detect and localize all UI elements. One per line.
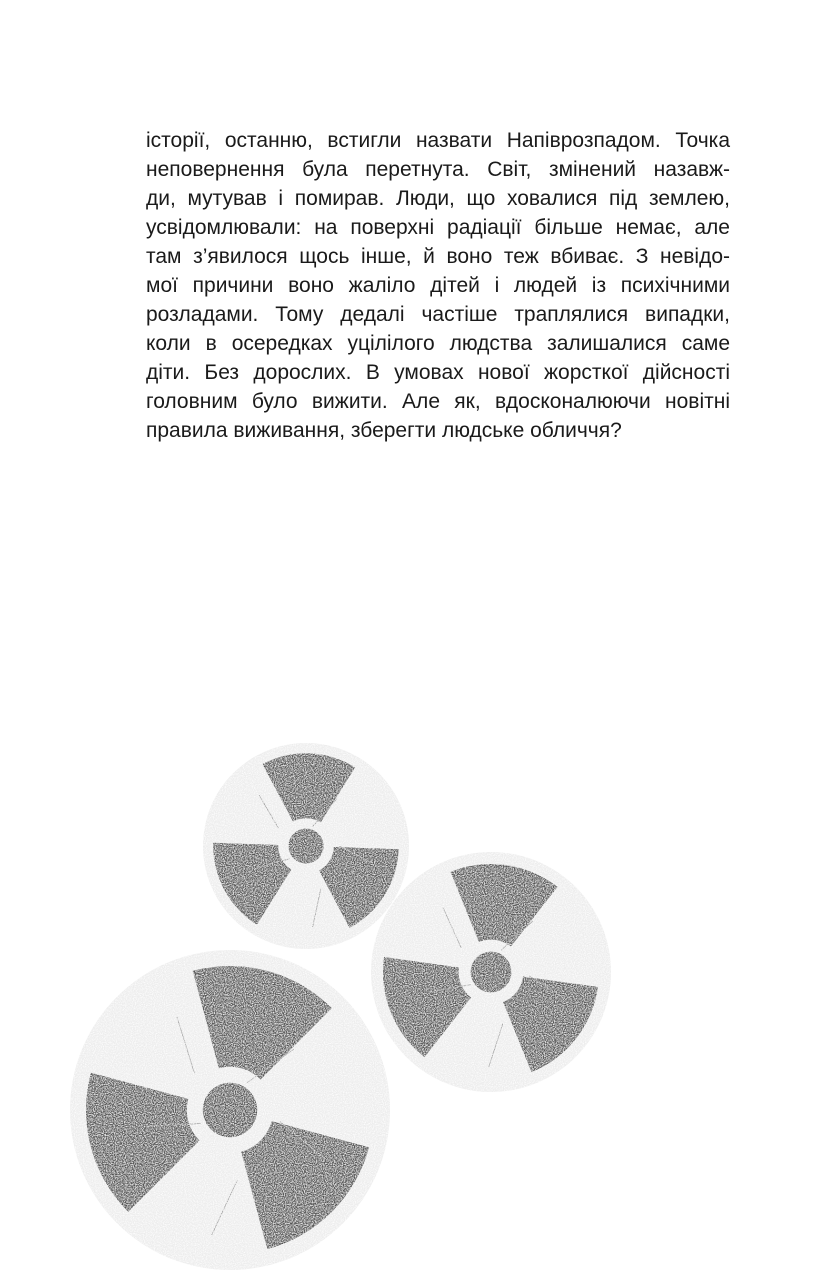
radiation-symbol-medium bbox=[371, 852, 611, 1092]
text-line-6: мої причини воно жаліло дітей і людей із психічними bbox=[146, 274, 730, 297]
text-line-10: головним було вижити. Але як, вдосконалюючи новітні bbox=[146, 390, 730, 413]
radiation-symbol-medium-hub bbox=[471, 952, 512, 993]
text-line-2: неповернення була перетнута. Світ, змінений назавж- bbox=[146, 158, 730, 181]
text-line-1: історії, останню, встигли назвати Напіврозпадом. Точка bbox=[146, 129, 730, 152]
text-line-4: усвідомлювали: на поверхні радіації більше немає, але bbox=[146, 216, 730, 239]
radiation-symbol-large-hub bbox=[203, 1083, 257, 1137]
radiation-symbol-small bbox=[203, 743, 409, 949]
text-line-3: ди, мутував і помирав. Люди, що ховалися під землею, bbox=[146, 187, 730, 210]
text-line-7: розладами. Тому дедалі частіше траплялися випадки, bbox=[146, 303, 730, 326]
radiation-symbol-large bbox=[70, 950, 390, 1270]
text-line-11: правила виживання, зберегти людське обличчя? bbox=[146, 419, 622, 442]
text-line-5: там з’явилося щось інше, й воно теж вбиває. З невідо- bbox=[146, 245, 730, 268]
radiation-symbol-small-hub bbox=[288, 828, 323, 863]
text-line-9: діти. Без дорослих. В умовах нової жорсткої дійсності bbox=[146, 361, 730, 384]
text-line-8: коли в осередках уцілілого людства залишалися саме bbox=[146, 332, 730, 355]
